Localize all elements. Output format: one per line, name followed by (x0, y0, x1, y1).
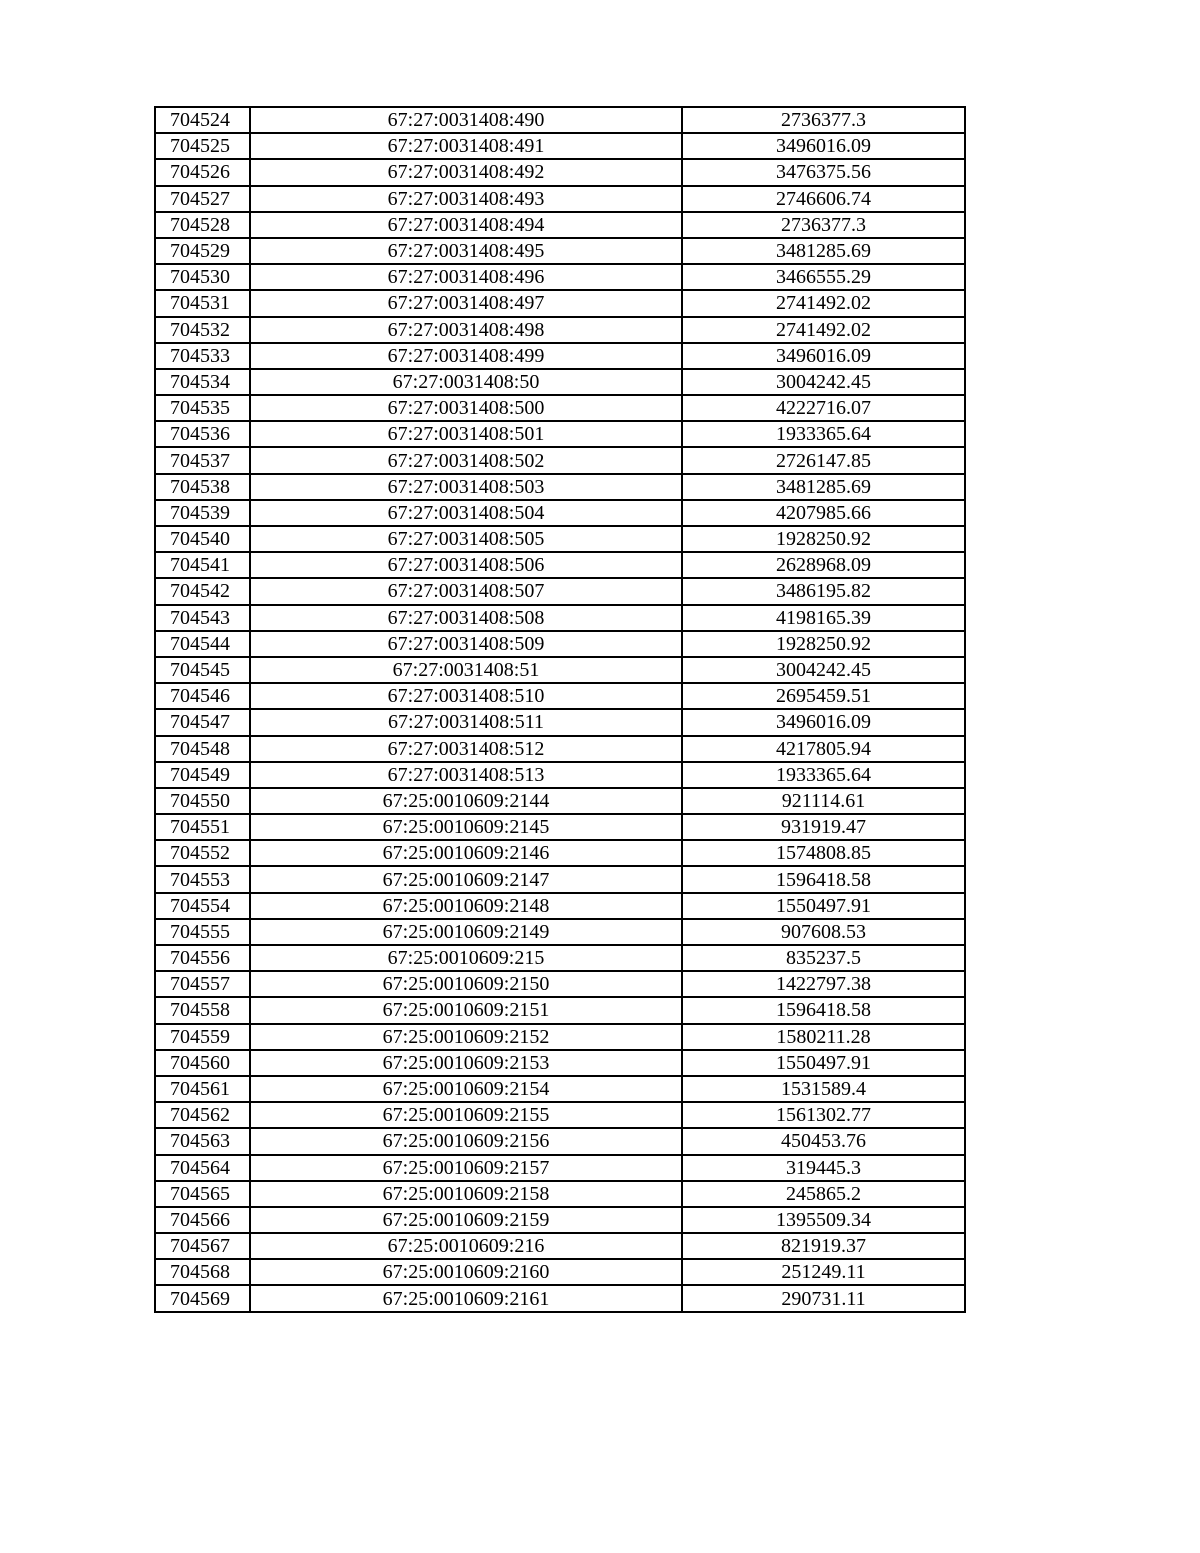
row-number-cell: 704569 (155, 1285, 250, 1311)
row-number-cell: 704544 (155, 631, 250, 657)
cadastral-value-cell: 1422797.38 (682, 971, 965, 997)
cadastral-value-cell: 821919.37 (682, 1233, 965, 1259)
table-row (155, 631, 965, 657)
cadastral-value-cell: 2695459.51 (682, 683, 965, 709)
table-row (155, 1155, 965, 1181)
cadastral-number-cell: 67:27:0031408:492 (250, 159, 682, 185)
cadastral-value-cell: 2736377.3 (682, 107, 965, 133)
cadastral-value-cell: 2736377.3 (682, 212, 965, 238)
cadastral-number-cell: 67:27:0031408:497 (250, 290, 682, 316)
cadastral-value-cell: 3486195.82 (682, 578, 965, 604)
cadastral-value-cell: 3496016.09 (682, 709, 965, 735)
row-number-cell: 704564 (155, 1155, 250, 1181)
cadastral-value-cell: 2746606.74 (682, 186, 965, 212)
cadastral-value-cell: 3496016.09 (682, 343, 965, 369)
cadastral-number-cell: 67:27:0031408:509 (250, 631, 682, 657)
table-row (155, 657, 965, 683)
cadastral-number-cell: 67:27:0031408:508 (250, 605, 682, 631)
cadastral-number-cell: 67:27:0031408:502 (250, 447, 682, 473)
cadastral-number-cell: 67:27:0031408:491 (250, 133, 682, 159)
cadastral-value-cell: 1928250.92 (682, 631, 965, 657)
cadastral-value-cell: 2628968.09 (682, 552, 965, 578)
table-row (155, 683, 965, 709)
cadastral-number-cell: 67:25:0010609:2155 (250, 1102, 682, 1128)
cadastral-number-cell: 67:25:0010609:2144 (250, 788, 682, 814)
row-number-cell: 704556 (155, 945, 250, 971)
table-row (155, 919, 965, 945)
row-number-cell: 704558 (155, 997, 250, 1023)
table-row (155, 971, 965, 997)
row-number-cell: 704547 (155, 709, 250, 735)
cadastral-number-cell: 67:27:0031408:505 (250, 526, 682, 552)
row-number-cell: 704537 (155, 447, 250, 473)
cadastral-value-cell: 3481285.69 (682, 474, 965, 500)
cadastral-value-cell: 835237.5 (682, 945, 965, 971)
cadastral-value-cell: 2726147.85 (682, 447, 965, 473)
row-number-cell: 704534 (155, 369, 250, 395)
row-number-cell: 704532 (155, 317, 250, 343)
row-number-cell: 704527 (155, 186, 250, 212)
cadastral-number-cell: 67:27:0031408:51 (250, 657, 682, 683)
cadastral-number-cell: 67:25:0010609:2158 (250, 1181, 682, 1207)
row-number-cell: 704541 (155, 552, 250, 578)
row-number-cell: 704530 (155, 264, 250, 290)
row-number-cell: 704543 (155, 605, 250, 631)
row-number-cell: 704567 (155, 1233, 250, 1259)
table-row (155, 997, 965, 1023)
cadastral-value-cell: 3496016.09 (682, 133, 965, 159)
row-number-cell: 704548 (155, 736, 250, 762)
row-number-cell: 704535 (155, 395, 250, 421)
row-number-cell: 704551 (155, 814, 250, 840)
table-row (155, 290, 965, 316)
cadastral-value-cell: 1596418.58 (682, 866, 965, 892)
cadastral-number-cell: 67:27:0031408:501 (250, 421, 682, 447)
table-row (155, 526, 965, 552)
cadastral-number-cell: 67:25:0010609:2145 (250, 814, 682, 840)
cadastral-number-cell: 67:25:0010609:2149 (250, 919, 682, 945)
cadastral-value-cell: 3004242.45 (682, 369, 965, 395)
table-row (155, 133, 965, 159)
cadastral-value-cell: 4198165.39 (682, 605, 965, 631)
row-number-cell: 704566 (155, 1207, 250, 1233)
row-number-cell: 704533 (155, 343, 250, 369)
cadastral-number-cell: 67:27:0031408:504 (250, 500, 682, 526)
row-number-cell: 704525 (155, 133, 250, 159)
cadastral-value-cell: 4217805.94 (682, 736, 965, 762)
row-number-cell: 704549 (155, 762, 250, 788)
table-row (155, 945, 965, 971)
table-row (155, 788, 965, 814)
cadastral-value-cell: 3481285.69 (682, 238, 965, 264)
row-number-cell: 704531 (155, 290, 250, 316)
cadastral-number-cell: 67:25:0010609:216 (250, 1233, 682, 1259)
row-number-cell: 704553 (155, 866, 250, 892)
table-row (155, 709, 965, 735)
cadastral-value-table (154, 106, 966, 1313)
cadastral-number-cell: 67:27:0031408:499 (250, 343, 682, 369)
row-number-cell: 704562 (155, 1102, 250, 1128)
table-row (155, 578, 965, 604)
cadastral-value-cell: 1933365.64 (682, 762, 965, 788)
row-number-cell: 704557 (155, 971, 250, 997)
cadastral-number-cell: 67:25:0010609:2150 (250, 971, 682, 997)
cadastral-value-cell: 1395509.34 (682, 1207, 965, 1233)
cadastral-number-cell: 67:25:0010609:2148 (250, 893, 682, 919)
row-number-cell: 704565 (155, 1181, 250, 1207)
cadastral-number-cell: 67:25:0010609:215 (250, 945, 682, 971)
row-number-cell: 704554 (155, 893, 250, 919)
cadastral-number-cell: 67:27:0031408:494 (250, 212, 682, 238)
cadastral-number-cell: 67:27:0031408:512 (250, 736, 682, 762)
cadastral-number-cell: 67:27:0031408:503 (250, 474, 682, 500)
cadastral-number-cell: 67:27:0031408:506 (250, 552, 682, 578)
table-row (155, 1181, 965, 1207)
cadastral-number-cell: 67:27:0031408:50 (250, 369, 682, 395)
cadastral-value-cell: 4222716.07 (682, 395, 965, 421)
table-row (155, 1233, 965, 1259)
cadastral-value-cell: 931919.47 (682, 814, 965, 840)
row-number-cell: 704528 (155, 212, 250, 238)
cadastral-number-cell: 67:25:0010609:2147 (250, 866, 682, 892)
row-number-cell: 704555 (155, 919, 250, 945)
table-row (155, 605, 965, 631)
cadastral-value-cell: 1550497.91 (682, 893, 965, 919)
table-row (155, 395, 965, 421)
table-row (155, 264, 965, 290)
cadastral-number-cell: 67:27:0031408:513 (250, 762, 682, 788)
table-row (155, 1285, 965, 1311)
cadastral-number-cell: 67:27:0031408:511 (250, 709, 682, 735)
cadastral-number-cell: 67:27:0031408:500 (250, 395, 682, 421)
cadastral-value-cell: 319445.3 (682, 1155, 965, 1181)
cadastral-value-cell: 907608.53 (682, 919, 965, 945)
cadastral-value-cell: 245865.2 (682, 1181, 965, 1207)
cadastral-number-cell: 67:27:0031408:493 (250, 186, 682, 212)
row-number-cell: 704542 (155, 578, 250, 604)
cadastral-value-cell: 450453.76 (682, 1128, 965, 1154)
cadastral-number-cell: 67:25:0010609:2161 (250, 1285, 682, 1311)
row-number-cell: 704538 (155, 474, 250, 500)
cadastral-number-cell: 67:27:0031408:507 (250, 578, 682, 604)
cadastral-number-cell: 67:25:0010609:2154 (250, 1076, 682, 1102)
table-row (155, 474, 965, 500)
table-row (155, 107, 965, 133)
table-row (155, 421, 965, 447)
table-row (155, 447, 965, 473)
table-row (155, 736, 965, 762)
table-row (155, 1102, 965, 1128)
table-row (155, 893, 965, 919)
table-row (155, 369, 965, 395)
table-row (155, 1076, 965, 1102)
row-number-cell: 704545 (155, 657, 250, 683)
table-row (155, 317, 965, 343)
table-row (155, 814, 965, 840)
table-row (155, 186, 965, 212)
cadastral-number-cell: 67:25:0010609:2159 (250, 1207, 682, 1233)
table-row (155, 1128, 965, 1154)
table-row (155, 1024, 965, 1050)
table-row (155, 238, 965, 264)
table-row (155, 159, 965, 185)
cadastral-number-cell: 67:25:0010609:2153 (250, 1050, 682, 1076)
cadastral-value-cell: 1531589.4 (682, 1076, 965, 1102)
row-number-cell: 704539 (155, 500, 250, 526)
cadastral-number-cell: 67:25:0010609:2160 (250, 1259, 682, 1285)
cadastral-value-cell: 290731.11 (682, 1285, 965, 1311)
cadastral-number-cell: 67:25:0010609:2157 (250, 1155, 682, 1181)
table-row (155, 343, 965, 369)
cadastral-value-cell: 1928250.92 (682, 526, 965, 552)
row-number-cell: 704559 (155, 1024, 250, 1050)
table-body (155, 107, 965, 1312)
cadastral-number-cell: 67:27:0031408:490 (250, 107, 682, 133)
table-row (155, 762, 965, 788)
cadastral-number-cell: 67:27:0031408:496 (250, 264, 682, 290)
table-row (155, 1050, 965, 1076)
cadastral-number-cell: 67:25:0010609:2156 (250, 1128, 682, 1154)
cadastral-value-cell: 4207985.66 (682, 500, 965, 526)
cadastral-value-cell: 921114.61 (682, 788, 965, 814)
cadastral-value-cell: 251249.11 (682, 1259, 965, 1285)
row-number-cell: 704529 (155, 238, 250, 264)
row-number-cell: 704568 (155, 1259, 250, 1285)
row-number-cell: 704560 (155, 1050, 250, 1076)
cadastral-value-cell: 3476375.56 (682, 159, 965, 185)
cadastral-value-cell: 1580211.28 (682, 1024, 965, 1050)
row-number-cell: 704550 (155, 788, 250, 814)
cadastral-value-cell: 1933365.64 (682, 421, 965, 447)
table-row (155, 866, 965, 892)
cadastral-value-cell: 3466555.29 (682, 264, 965, 290)
row-number-cell: 704540 (155, 526, 250, 552)
cadastral-value-cell: 2741492.02 (682, 290, 965, 316)
cadastral-number-cell: 67:25:0010609:2152 (250, 1024, 682, 1050)
cadastral-number-cell: 67:27:0031408:498 (250, 317, 682, 343)
table-row (155, 552, 965, 578)
cadastral-value-cell: 3004242.45 (682, 657, 965, 683)
table-row (155, 500, 965, 526)
cadastral-value-cell: 1574808.85 (682, 840, 965, 866)
cadastral-value-cell: 1596418.58 (682, 997, 965, 1023)
row-number-cell: 704563 (155, 1128, 250, 1154)
table-row (155, 1259, 965, 1285)
row-number-cell: 704546 (155, 683, 250, 709)
cadastral-value-cell: 2741492.02 (682, 317, 965, 343)
table-row (155, 1207, 965, 1233)
cadastral-number-cell: 67:27:0031408:495 (250, 238, 682, 264)
cadastral-number-cell: 67:25:0010609:2151 (250, 997, 682, 1023)
row-number-cell: 704524 (155, 107, 250, 133)
cadastral-number-cell: 67:25:0010609:2146 (250, 840, 682, 866)
cadastral-value-cell: 1561302.77 (682, 1102, 965, 1128)
row-number-cell: 704552 (155, 840, 250, 866)
table-row (155, 212, 965, 238)
table-row (155, 840, 965, 866)
row-number-cell: 704526 (155, 159, 250, 185)
row-number-cell: 704536 (155, 421, 250, 447)
cadastral-number-cell: 67:27:0031408:510 (250, 683, 682, 709)
row-number-cell: 704561 (155, 1076, 250, 1102)
cadastral-value-cell: 1550497.91 (682, 1050, 965, 1076)
